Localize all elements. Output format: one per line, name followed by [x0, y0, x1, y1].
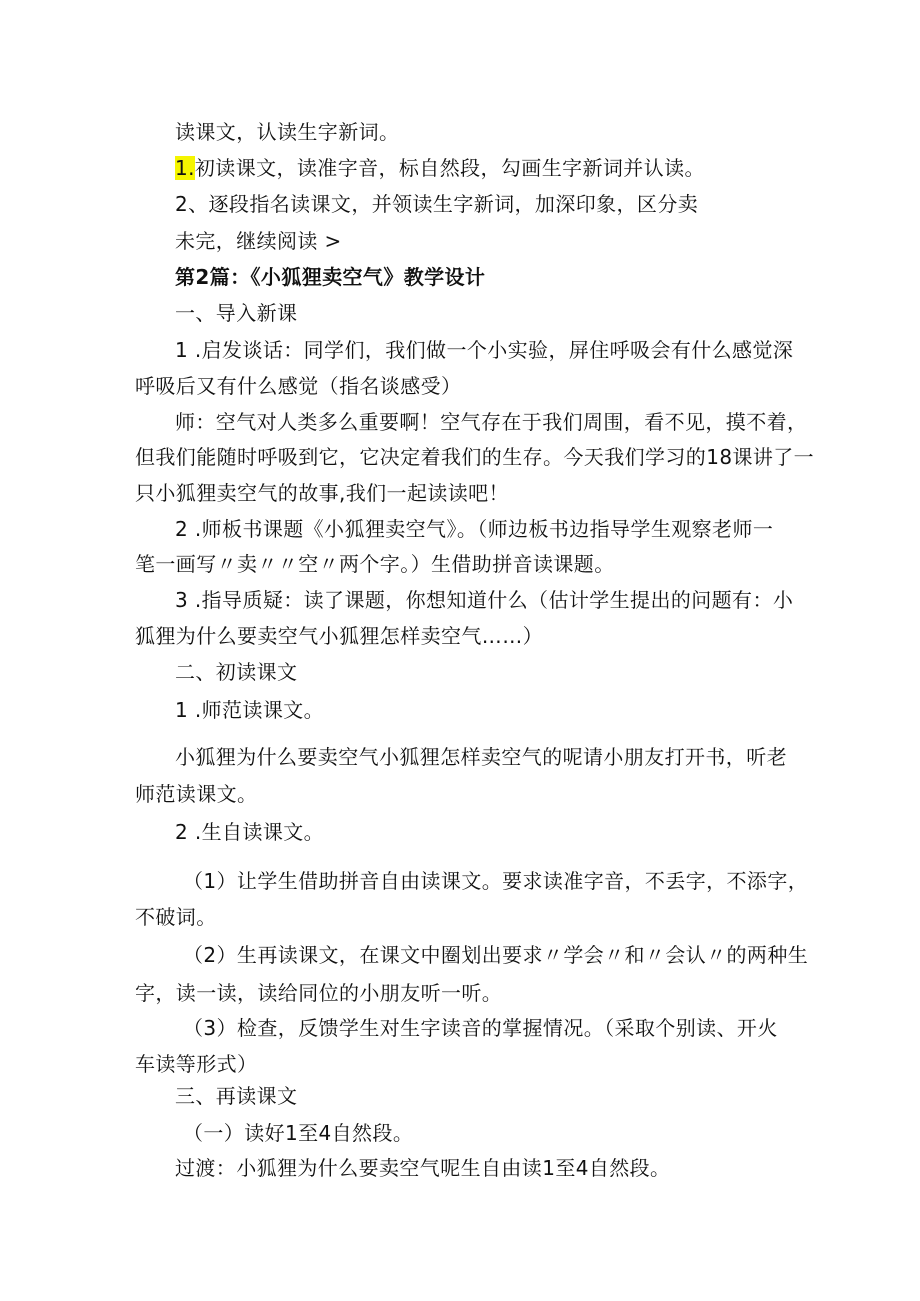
text-line: 只小狐狸卖空气的故事,我们一起读读吧！: [135, 481, 509, 505]
text-line: 但我们能随时呼吸到它，它决定着我们的生存。今天我们学习的18课讲了一: [135, 445, 815, 469]
text-line: 1 .启发谈话：同学们，我们做一个小实验，屏住呼吸会有什么感觉深: [175, 338, 794, 362]
text-line: 3 .指导质疑：读了课题，你想知道什么（估计学生提出的问题有：小: [175, 588, 794, 612]
text-line: 2、逐段指名读课文，并领读生字新词，加深印象，区分卖: [175, 192, 699, 216]
text-line: （3）检查，反馈学生对生字读音的掌握情况。（采取个别读、开火: [183, 1016, 778, 1040]
text-line: 师范读课文。: [135, 782, 258, 806]
text-span: 初读课文，读准字音，标自然段，勾画生字新词并认读。: [194, 156, 705, 180]
text-line: 车读等形式）: [135, 1052, 258, 1076]
subheading: 一、导入新课: [175, 301, 298, 325]
text-line: 不破词。: [135, 905, 217, 929]
highlight-mark: 1.: [175, 156, 195, 180]
continue-reading-link[interactable]: 未完，继续阅读 >: [175, 229, 342, 253]
section-heading: 第2篇：《小狐狸卖空气》教学设计: [175, 265, 486, 289]
text-line: （1）让学生借助拼音自由读课文。要求读准字音，不丢字，不添字，: [183, 869, 809, 893]
text-line: （2）生再读课文，在课文中圈划出要求〃学会〃和〃会认〃的两种生: [183, 943, 809, 967]
text-line: （一）读好1至4自然段。: [183, 1121, 414, 1145]
text-line: 呼吸后又有什么感觉（指名谈感受）: [135, 374, 462, 398]
subheading: 二、初读课文: [175, 660, 298, 684]
text-line: 1 .师范读课文。: [175, 698, 325, 722]
text-line: 师：空气对人类多么重要啊！空气存在于我们周围，看不见，摸不着，: [175, 410, 808, 434]
text-line: 笔一画写〃卖〃〃空〃两个字。）生借助拼音读课题。: [135, 552, 615, 576]
text-line: 2 .师板书课题《小狐狸卖空气》。（师边板书边指导学生观察老师一: [175, 517, 774, 541]
text-line: 狐狸为什么要卖空气小狐狸怎样卖空气……）: [135, 624, 543, 648]
text-line: [175, 155, 705, 181]
text-line: 读课文，认读生字新词。: [175, 120, 400, 144]
text-line: 字，读一读，读给同位的小朋友听一听。: [135, 981, 503, 1005]
text-line: 过渡：小狐狸为什么要卖空气呢生自由读1至4自然段。: [175, 1156, 671, 1180]
subheading: 三、再读课文: [175, 1084, 298, 1108]
text-line: 2 .生自读课文。: [175, 820, 325, 844]
text-line: 小狐狸为什么要卖空气小狐狸怎样卖空气的呢请小朋友打开书，听老: [175, 745, 787, 769]
